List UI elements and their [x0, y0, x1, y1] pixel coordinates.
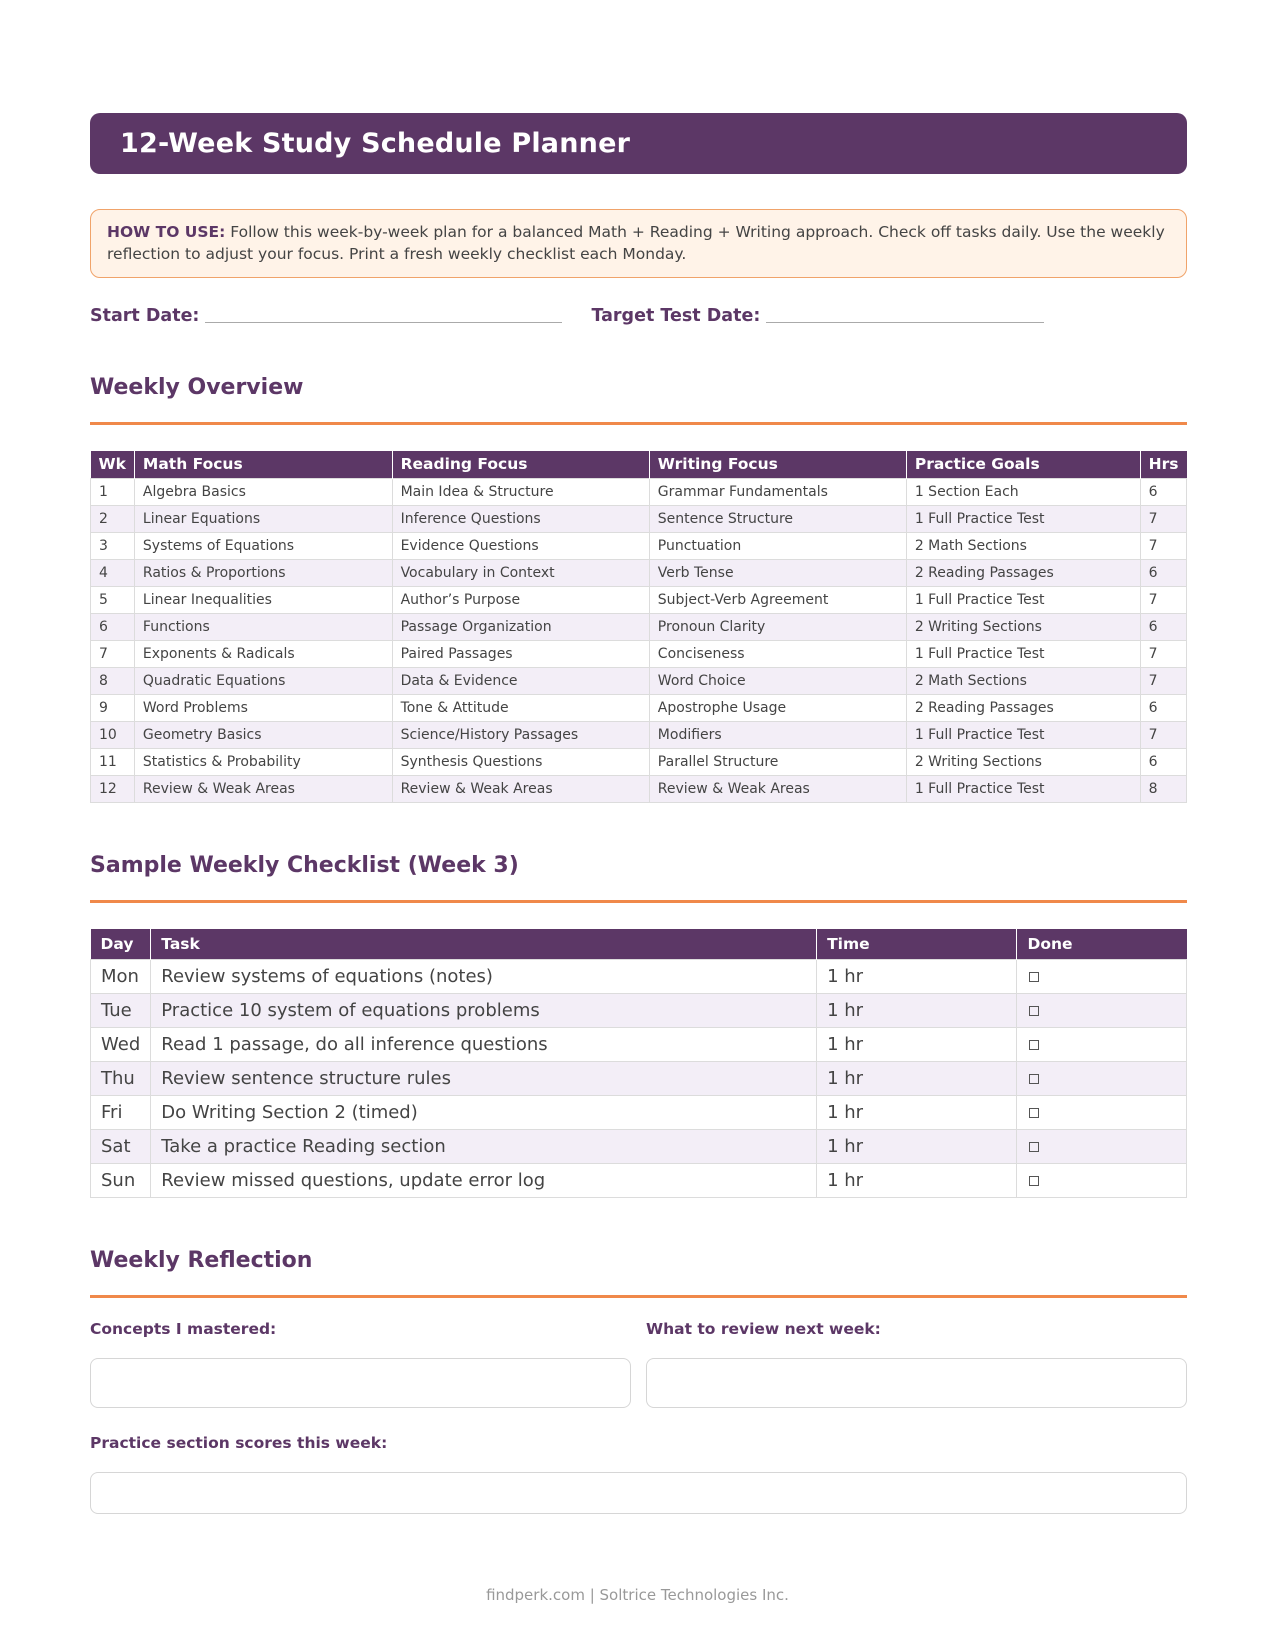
cell-task: Read 1 passage, do all inference questions — [151, 1028, 817, 1062]
cell-week-number: 3 — [91, 532, 135, 559]
cell-week-number: 7 — [91, 640, 135, 667]
checklist-row — [91, 1130, 1187, 1164]
section-divider — [90, 900, 1187, 903]
cell-task: Practice 10 system of equations problems — [151, 994, 817, 1028]
cell-hours: 8 — [1140, 775, 1186, 802]
cell-writing-focus: Verb Tense — [649, 559, 906, 586]
cell-task: Do Writing Section 2 (timed) — [151, 1096, 817, 1130]
cell-time: 1 hr — [817, 1164, 1017, 1198]
cell-day: Mon — [91, 960, 151, 994]
cell-reading-focus: Main Idea & Structure — [392, 478, 649, 505]
review-next-week-box[interactable] — [646, 1358, 1187, 1408]
concepts-mastered-box[interactable] — [90, 1358, 631, 1408]
cell-writing-focus: Grammar Fundamentals — [649, 478, 906, 505]
cell-day: Fri — [91, 1096, 151, 1130]
start-date-line[interactable] — [205, 321, 562, 323]
title-banner — [90, 113, 1187, 174]
col-header-math-focus: Math Focus — [134, 451, 392, 478]
cell-reading-focus: Review & Weak Areas — [392, 775, 649, 802]
cell-reading-focus: Vocabulary in Context — [392, 559, 649, 586]
cell-hours: 6 — [1140, 748, 1186, 775]
cell-practice-goals: 2 Reading Passages — [906, 694, 1140, 721]
done-checkbox[interactable] — [1029, 1006, 1039, 1016]
review-next-week-field — [646, 1320, 1187, 1408]
cell-time: 1 hr — [817, 960, 1017, 994]
cell-practice-goals: 1 Full Practice Test — [906, 505, 1140, 532]
page-title: 12-Week Study Schedule Planner — [120, 128, 631, 159]
overview-header-row — [91, 451, 1187, 478]
cell-reading-focus: Tone & Attitude — [392, 694, 649, 721]
done-checkbox[interactable] — [1029, 1074, 1039, 1084]
cell-practice-goals: 1 Full Practice Test — [906, 775, 1140, 802]
cell-done — [1017, 1164, 1187, 1198]
checklist-header-row — [91, 929, 1187, 960]
col-header-done: Done — [1017, 929, 1187, 960]
cell-practice-goals: 2 Writing Sections — [906, 748, 1140, 775]
cell-writing-focus: Sentence Structure — [649, 505, 906, 532]
cell-math-focus: Quadratic Equations — [134, 667, 392, 694]
col-header-writing-focus: Writing Focus — [649, 451, 906, 478]
cell-time: 1 hr — [817, 1028, 1017, 1062]
cell-math-focus: Functions — [134, 613, 392, 640]
cell-reading-focus: Synthesis Questions — [392, 748, 649, 775]
cell-day: Thu — [91, 1062, 151, 1096]
cell-practice-goals: 1 Full Practice Test — [906, 721, 1140, 748]
how-to-use-text: Follow this week-by-week plan for a balanced Math + Reading + Writing approach. Check off tasks daily. Use the weekly reflection to adjust your focus. Print a fresh weekly checklist each Monday. — [107, 223, 1165, 263]
done-checkbox[interactable] — [1029, 1142, 1039, 1152]
target-test-date-label: Target Test Date: — [591, 306, 761, 326]
cell-writing-focus: Subject-Verb Agreement — [649, 586, 906, 613]
overview-row — [91, 532, 1187, 559]
cell-time: 1 hr — [817, 1130, 1017, 1164]
cell-practice-goals: 1 Section Each — [906, 478, 1140, 505]
weekly-checklist-table — [90, 929, 1187, 1199]
done-checkbox[interactable] — [1029, 1176, 1039, 1186]
cell-day: Sun — [91, 1164, 151, 1198]
col-header-time: Time — [817, 929, 1017, 960]
cell-reading-focus: Paired Passages — [392, 640, 649, 667]
cell-day: Wed — [91, 1028, 151, 1062]
checklist-row — [91, 1164, 1187, 1198]
cell-reading-focus: Inference Questions — [392, 505, 649, 532]
cell-hours: 7 — [1140, 640, 1186, 667]
cell-writing-focus: Modifiers — [649, 721, 906, 748]
reflection-fields-row — [90, 1320, 1187, 1408]
cell-week-number: 10 — [91, 721, 135, 748]
cell-time: 1 hr — [817, 994, 1017, 1028]
start-date-label: Start Date: — [90, 306, 200, 326]
checklist-row — [91, 1096, 1187, 1130]
section-divider — [90, 1295, 1187, 1298]
col-header-reading-focus: Reading Focus — [392, 451, 649, 478]
cell-week-number: 6 — [91, 613, 135, 640]
practice-scores-box[interactable] — [90, 1472, 1187, 1514]
cell-week-number: 4 — [91, 559, 135, 586]
cell-math-focus: Linear Equations — [134, 505, 392, 532]
cell-practice-goals: 1 Full Practice Test — [906, 640, 1140, 667]
practice-scores-label: Practice section scores this week: — [90, 1434, 388, 1452]
cell-practice-goals: 2 Reading Passages — [906, 559, 1140, 586]
cell-week-number: 2 — [91, 505, 135, 532]
cell-hours: 6 — [1140, 478, 1186, 505]
cell-reading-focus: Author’s Purpose — [392, 586, 649, 613]
cell-done — [1017, 1096, 1187, 1130]
cell-writing-focus: Word Choice — [649, 667, 906, 694]
cell-week-number: 1 — [91, 478, 135, 505]
review-next-week-label: What to review next week: — [646, 1320, 881, 1338]
cell-done — [1017, 960, 1187, 994]
cell-hours: 7 — [1140, 532, 1186, 559]
target-test-date-line[interactable] — [766, 321, 1044, 323]
cell-reading-focus: Science/History Passages — [392, 721, 649, 748]
cell-writing-focus: Review & Weak Areas — [649, 775, 906, 802]
cell-week-number: 8 — [91, 667, 135, 694]
checklist-row — [91, 994, 1187, 1028]
cell-day: Sat — [91, 1130, 151, 1164]
cell-hours: 6 — [1140, 613, 1186, 640]
weekly-overview-table — [90, 451, 1187, 803]
planner-page — [90, 113, 1187, 1514]
col-header-hrs: Hrs — [1140, 451, 1186, 478]
overview-row — [91, 613, 1187, 640]
checklist-row — [91, 1062, 1187, 1096]
cell-hours: 7 — [1140, 586, 1186, 613]
cell-writing-focus: Punctuation — [649, 532, 906, 559]
cell-math-focus: Linear Inequalities — [134, 586, 392, 613]
concepts-mastered-field — [90, 1320, 631, 1408]
col-header-practice-goals: Practice Goals — [906, 451, 1140, 478]
cell-hours: 7 — [1140, 721, 1186, 748]
footer-text: findperk.com | Soltrice Technologies Inc. — [486, 1586, 789, 1604]
cell-math-focus: Exponents & Radicals — [134, 640, 392, 667]
how-to-use-callout — [90, 209, 1187, 278]
cell-practice-goals: 2 Math Sections — [906, 532, 1140, 559]
col-header-day: Day — [91, 929, 151, 960]
cell-hours: 6 — [1140, 694, 1186, 721]
cell-math-focus: Word Problems — [134, 694, 392, 721]
cell-writing-focus: Apostrophe Usage — [649, 694, 906, 721]
overview-row — [91, 667, 1187, 694]
overview-row — [91, 478, 1187, 505]
cell-math-focus: Geometry Basics — [134, 721, 392, 748]
section-divider — [90, 422, 1187, 425]
cell-task: Take a practice Reading section — [151, 1130, 817, 1164]
cell-hours: 6 — [1140, 559, 1186, 586]
overview-row — [91, 721, 1187, 748]
cell-practice-goals: 2 Writing Sections — [906, 613, 1140, 640]
cell-practice-goals: 2 Math Sections — [906, 667, 1140, 694]
cell-reading-focus: Data & Evidence — [392, 667, 649, 694]
overview-row — [91, 505, 1187, 532]
cell-done — [1017, 1130, 1187, 1164]
done-checkbox[interactable] — [1029, 972, 1039, 982]
cell-reading-focus: Passage Organization — [392, 613, 649, 640]
cell-reading-focus: Evidence Questions — [392, 532, 649, 559]
overview-row — [91, 640, 1187, 667]
done-checkbox[interactable] — [1029, 1108, 1039, 1118]
cell-task: Review sentence structure rules — [151, 1062, 817, 1096]
cell-done — [1017, 1062, 1187, 1096]
cell-week-number: 12 — [91, 775, 135, 802]
checklist-row — [91, 960, 1187, 994]
cell-math-focus: Review & Weak Areas — [134, 775, 392, 802]
cell-math-focus: Systems of Equations — [134, 532, 392, 559]
cell-task: Review missed questions, update error log — [151, 1164, 817, 1198]
cell-practice-goals: 1 Full Practice Test — [906, 586, 1140, 613]
checklist-row — [91, 1028, 1187, 1062]
overview-row — [91, 559, 1187, 586]
cell-time: 1 hr — [817, 1096, 1017, 1130]
done-checkbox[interactable] — [1029, 1040, 1039, 1050]
col-header-task: Task — [151, 929, 817, 960]
cell-week-number: 5 — [91, 586, 135, 613]
cell-task: Review systems of equations (notes) — [151, 960, 817, 994]
cell-day: Tue — [91, 994, 151, 1028]
overview-row — [91, 586, 1187, 613]
cell-hours: 7 — [1140, 667, 1186, 694]
cell-week-number: 11 — [91, 748, 135, 775]
cell-writing-focus: Conciseness — [649, 640, 906, 667]
concepts-mastered-label: Concepts I mastered: — [90, 1320, 277, 1338]
cell-done — [1017, 994, 1187, 1028]
cell-math-focus: Ratios & Proportions — [134, 559, 392, 586]
cell-week-number: 9 — [91, 694, 135, 721]
overview-row — [91, 775, 1187, 802]
cell-time: 1 hr — [817, 1062, 1017, 1096]
overview-row — [91, 694, 1187, 721]
cell-writing-focus: Pronoun Clarity — [649, 613, 906, 640]
weekly-checklist-heading: Sample Weekly Checklist (Week 3) — [90, 852, 519, 878]
cell-math-focus: Statistics & Probability — [134, 748, 392, 775]
weekly-overview-heading: Weekly Overview — [90, 375, 304, 400]
cell-hours: 7 — [1140, 505, 1186, 532]
overview-row — [91, 748, 1187, 775]
how-to-use-label: HOW TO USE: — [107, 223, 226, 241]
cell-math-focus: Algebra Basics — [134, 478, 392, 505]
cell-done — [1017, 1028, 1187, 1062]
cell-writing-focus: Parallel Structure — [649, 748, 906, 775]
date-fields — [90, 304, 1187, 326]
weekly-reflection-heading: Weekly Reflection — [90, 1248, 313, 1273]
col-header-wk: Wk — [91, 451, 135, 478]
practice-scores-field — [90, 1434, 1187, 1514]
